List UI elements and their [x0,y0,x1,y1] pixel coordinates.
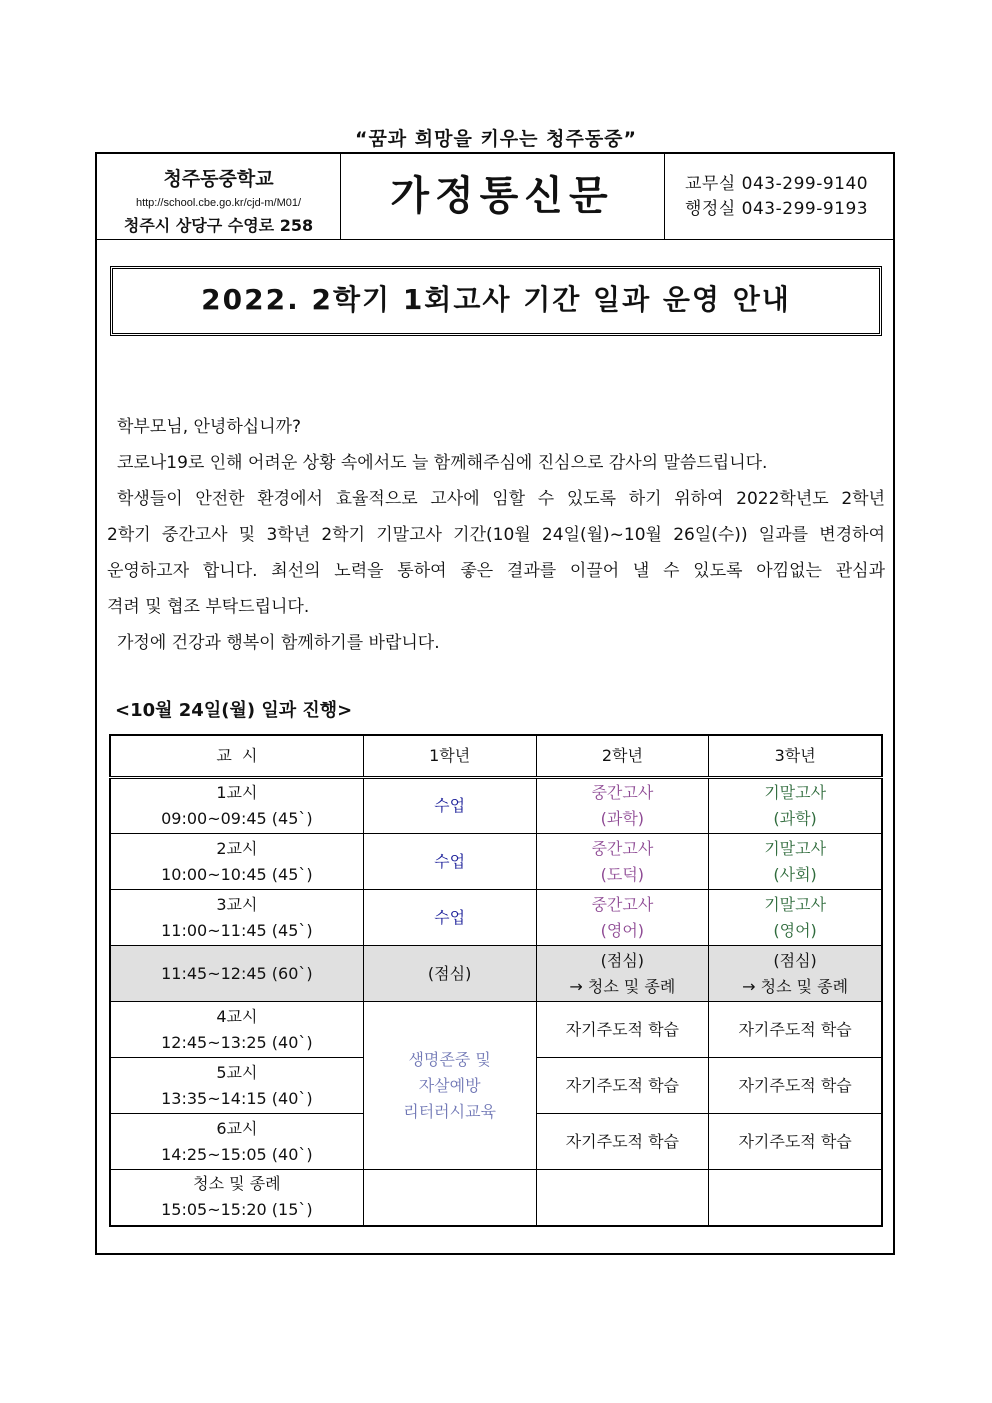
header-period: 교 시 [110,735,363,778]
grade2-cell [536,778,709,834]
period-time: 11:00~11:45 (45`) [161,920,313,940]
exam-label: 중간고사 [591,894,654,914]
lunch-time-cell: 11:45~12:45 (60`) [110,946,363,1002]
exam-label: 기말고사 [764,894,827,914]
paragraph-line: 2학기 중간고사 및 3학년 2학기 기말고사 기간(10월 24일(월)~10월 26일(수)) 일과를 변경하여 [107,525,885,545]
period-cell [110,1170,363,1226]
period-name: 2교시 [216,838,258,858]
period-cell [110,1114,363,1170]
exam-label: 중간고사 [591,838,654,858]
period-cell [110,1058,363,1114]
exam-subject: (과학) [773,809,817,828]
period-time: 14:25~15:05 (40`) [161,1144,313,1164]
greeting: 학부모님, 안녕하십니까? [117,417,302,437]
period-time: 09:00~09:45 (45`) [161,809,313,828]
table-row [110,834,882,890]
exam-label: 중간고사 [591,783,654,802]
grade3-cell: 자기주도적 학습 [709,1114,882,1170]
grade3-cell: 자기주도적 학습 [709,1058,882,1114]
grade2-cell [536,946,709,1002]
school-url[interactable]: http://school.cbe.go.kr/cjd-m/M01/ [135,197,302,209]
grade3-cell [709,778,882,834]
grade2-cell [536,1170,709,1226]
period-name: 1교시 [216,783,258,802]
notice-title: 2022. 2학기 1회고사 기간 일과 운영 안내 [110,266,882,336]
grade1-cell: (점심) [363,946,536,1002]
newsletter-header [97,154,893,240]
lunch-label: (점심) [773,950,817,970]
exam-subject: (영어) [773,920,817,940]
schedule-table [109,734,883,1227]
letter-body [107,409,885,661]
office-phone-academic: 교무실 043-299-9140 [685,174,869,194]
grade3-cell [709,946,882,1002]
education-line: 리터러시교육 [403,1101,496,1121]
table-row [110,890,882,946]
lunch-row [110,946,882,1002]
school-address: 청주시 상당구 수영로 258 [123,216,314,235]
grade3-cell [709,1170,882,1226]
grade1-cell [363,1170,536,1226]
grade1-cell: 수업 [363,890,536,946]
newsletter-title: 가정통신문 [340,154,665,239]
table-row [110,778,882,834]
paragraph-line: 격려 및 협조 부탁드립니다. [107,597,310,617]
period-time: 13:35~14:15 (40`) [161,1088,313,1108]
period-name: 4교시 [216,1006,258,1026]
newsletter-frame [95,152,895,1255]
period-name: 청소 및 종례 [193,1174,281,1194]
table-row [110,1002,882,1058]
motto: “꿈과 희망을 키우는 청주동중” [354,128,638,150]
office-contacts [665,172,893,222]
school-name: 청주동중학교 [163,168,274,190]
lunch-label: (점심) [600,950,645,970]
header-grade1: 1학년 [363,735,536,778]
cleanup-label: → 청소 및 종례 [742,976,849,996]
paragraph-line: 운영하고자 합니다. 최선의 노력을 통하여 좋은 결과를 이끌어 낼 수 있도록 아낌없는 관심과 [107,561,885,581]
exam-subject: (과학) [600,809,645,828]
grade1-education-cell [363,1002,536,1170]
header-grade2: 2학년 [536,735,709,778]
table-header-row [110,735,882,778]
grade1-cell: 수업 [363,834,536,890]
grade2-cell: 자기주도적 학습 [536,1058,709,1114]
office-phone-admin: 행정실 043-299-9193 [685,199,869,219]
period-name: 6교시 [216,1118,258,1138]
period-cell [110,890,363,946]
paragraph-thanks: 코로나19로 인해 어려운 상황 속에서도 늘 함께해주심에 진심으로 감사의 말씀드립니다. [117,453,768,473]
exam-subject: (영어) [600,920,645,940]
grade1-cell: 수업 [363,778,536,834]
period-time: 12:45~13:25 (40`) [161,1032,313,1052]
grade2-cell [536,834,709,890]
exam-subject: (도덕) [600,864,645,884]
header-grade3: 3학년 [709,735,882,778]
closing: 가정에 건강과 행복이 함께하기를 바랍니다. [117,633,440,653]
education-line: 생명존중 및 [408,1049,491,1069]
table-row [110,1170,882,1226]
grade2-cell: 자기주도적 학습 [536,1114,709,1170]
exam-subject: (사회) [773,864,817,884]
period-name: 3교시 [216,894,258,914]
grade2-cell [536,890,709,946]
grade3-cell [709,834,882,890]
cleanup-label: → 청소 및 종례 [569,976,676,996]
paragraph-line: 학생들이 안전한 환경에서 효율적으로 고사에 임할 수 있도록 하기 위하여 2022학년도 2학년 [117,489,885,509]
period-name: 5교시 [216,1062,258,1082]
school-info [97,154,341,239]
exam-label: 기말고사 [764,838,827,858]
period-cell [110,778,363,834]
exam-label: 기말고사 [764,783,827,802]
grade2-cell: 자기주도적 학습 [536,1002,709,1058]
period-time: 10:00~10:45 (45`) [161,864,313,884]
grade3-cell [709,890,882,946]
education-line: 자살예방 [418,1075,481,1095]
grade3-cell: 자기주도적 학습 [709,1002,882,1058]
period-time: 15:05~15:20 (15`) [161,1200,313,1220]
period-cell [110,834,363,890]
period-cell [110,1002,363,1058]
schedule-title: <10월 24일(월) 일과 진행> [115,700,353,721]
